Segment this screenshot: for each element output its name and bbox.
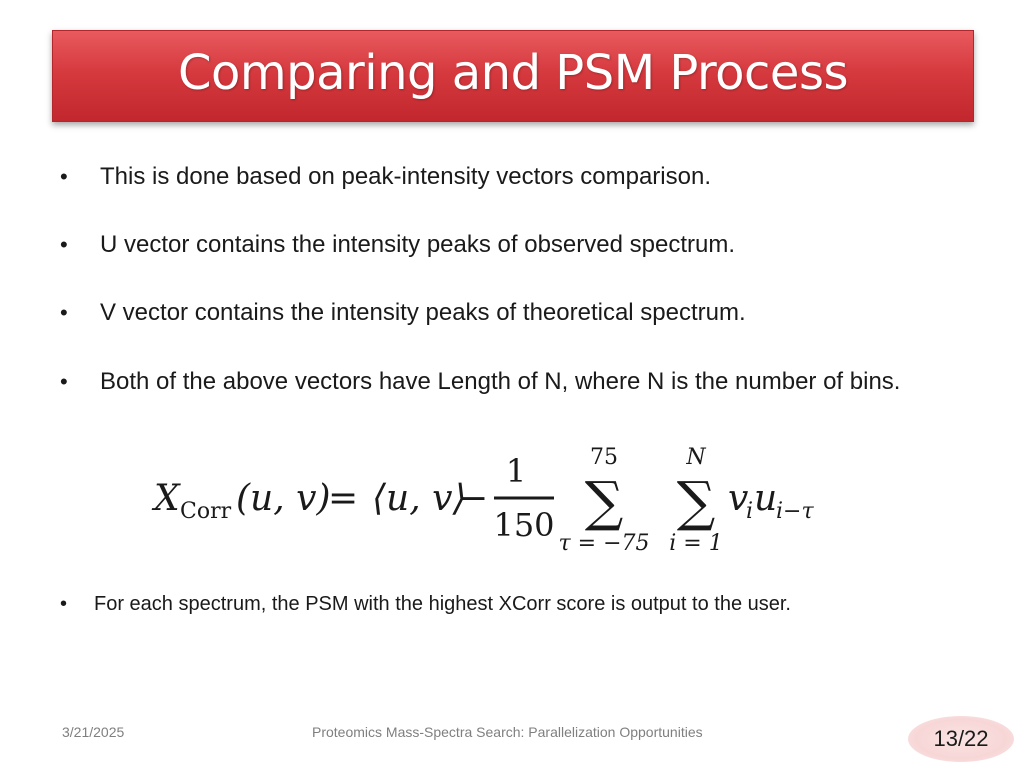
- formula-inner-product: ⟨u, v⟩: [372, 478, 467, 519]
- bullet-item: [60, 588, 914, 621]
- footer-date: 3/21/2025: [62, 724, 125, 740]
- formula-lhs-args: (u, v): [236, 478, 331, 519]
- bullet-item: [60, 296, 920, 329]
- sum1-sigma: ∑: [584, 470, 624, 533]
- formula-denominator: 150: [493, 506, 555, 544]
- bullet-text: Both of the above vectors have Length of N, where N is the number of bins.: [100, 368, 901, 395]
- term-v: v: [728, 478, 749, 519]
- sum1-lower-limit: τ = −75: [558, 531, 650, 556]
- title-bar: [52, 30, 974, 122]
- formula-equals: =: [328, 478, 359, 519]
- formula-numerator: 1: [505, 452, 527, 490]
- bullet-text: U vector contains the intensity peaks of observed spectrum.: [100, 231, 735, 258]
- term-v-subscript: i: [746, 499, 754, 524]
- sum2-lower-limit: i = 1: [669, 531, 723, 556]
- slide-title: Comparing and PSM Process: [178, 45, 848, 101]
- term-u-subscript: i−τ: [776, 499, 814, 524]
- bullet-icon: •: [60, 369, 68, 394]
- sum2-sigma: ∑: [676, 470, 716, 533]
- bullet-text: This is done based on peak-intensity vectors comparison.: [100, 163, 711, 190]
- sum1-upper-limit: 75: [590, 445, 618, 470]
- bullet-text: For each spectrum, the PSM with the highest XCorr score is output to the user.: [94, 593, 791, 615]
- formula-minus: −: [458, 478, 489, 519]
- bullet-icon: •: [60, 232, 68, 257]
- bullet-text: V vector contains the intensity peaks of theoretical spectrum.: [100, 299, 746, 326]
- formula-lhs-symbol: X: [154, 478, 180, 519]
- bullet-item: [60, 228, 920, 261]
- sum2-upper-limit: N: [686, 445, 706, 470]
- bullet-item: [60, 160, 920, 193]
- footer-title: Proteomics Mass-Spectra Search: Parallelization Opportunities: [312, 724, 703, 740]
- bullet-icon: •: [60, 164, 68, 189]
- page-number-badge: [908, 716, 1014, 762]
- formula-lhs-subscript: Corr: [180, 499, 232, 524]
- bullet-item: [60, 365, 920, 398]
- xcorr-formula: [150, 440, 830, 560]
- bullet-icon: •: [60, 300, 68, 325]
- bullet-icon: •: [60, 593, 68, 615]
- page-number: 13/22: [933, 726, 989, 751]
- term-u: u: [754, 478, 778, 519]
